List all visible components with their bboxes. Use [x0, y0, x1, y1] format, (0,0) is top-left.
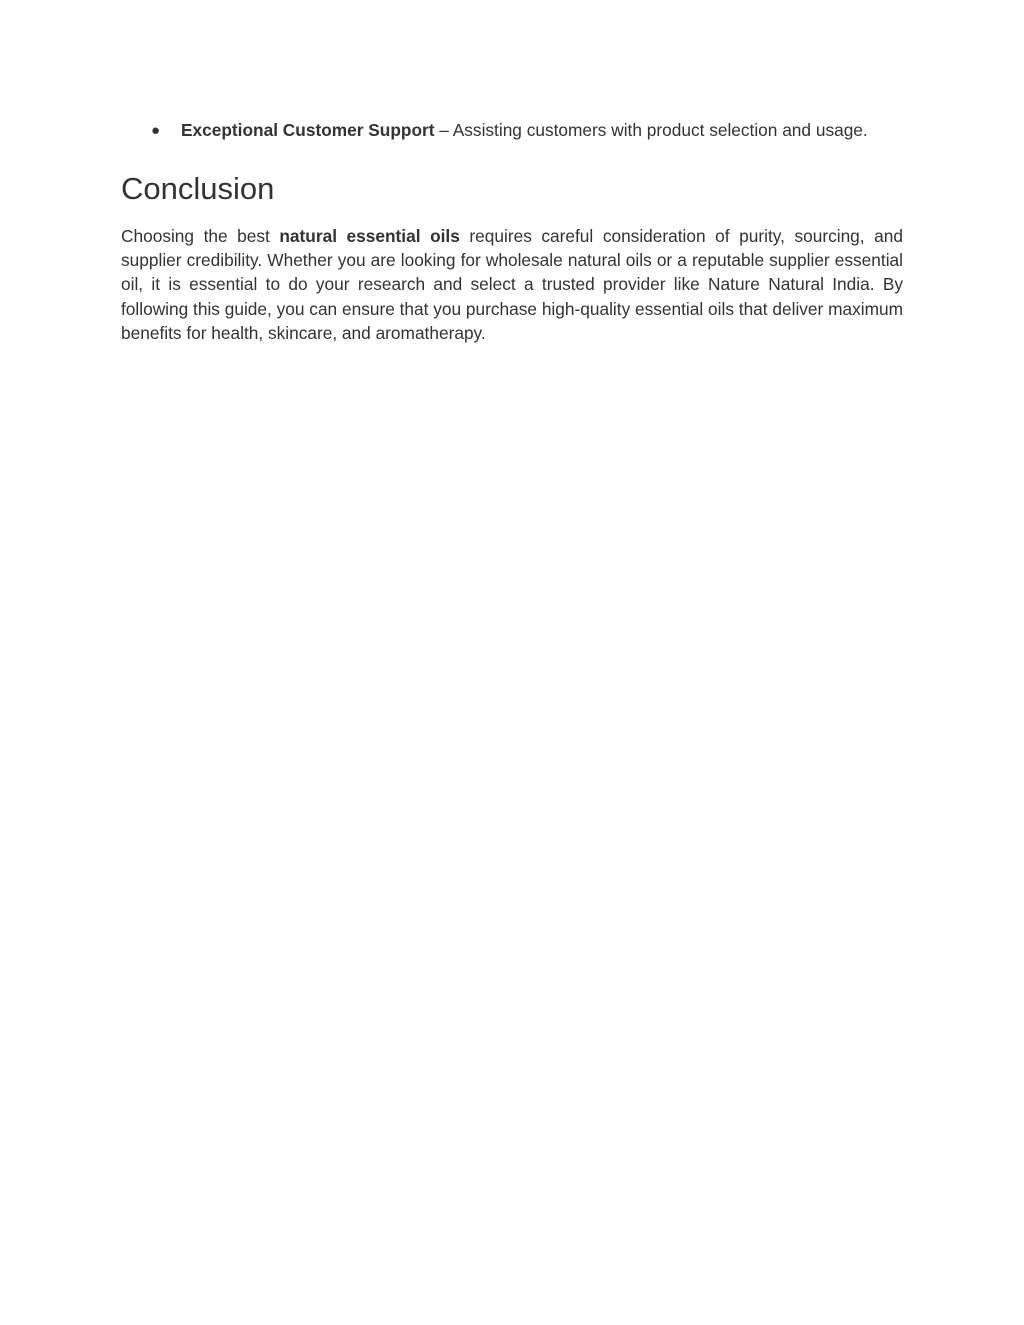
list-item-title: Exceptional Customer Support: [181, 120, 435, 140]
paragraph-text-end: requires careful consideration of purity, sourcing, and supplier credibility. Whether you are looking for wholesale natural oils or a reputable supplier essential oil, it is essential to do your research and select a trusted provider like Nature Natural India. By following this guide, you can ensure that you purchase high-quality essential oils that deliver maximum benefits for health, skincare, and aromatherapy.: [121, 225, 903, 344]
conclusion-paragraph: [121, 224, 903, 346]
bullet-icon: ●: [151, 122, 161, 139]
paragraph-text-start: Choosing the best: [121, 225, 280, 246]
document-page: [121, 118, 903, 346]
section-heading: Conclusion: [121, 170, 275, 206]
list-item: [121, 118, 903, 143]
bullet-list: [121, 118, 903, 143]
list-item-text: – Assisting customers with product selection and usage.: [434, 120, 868, 140]
paragraph-bold-keyword: natural essential oils: [279, 225, 460, 246]
